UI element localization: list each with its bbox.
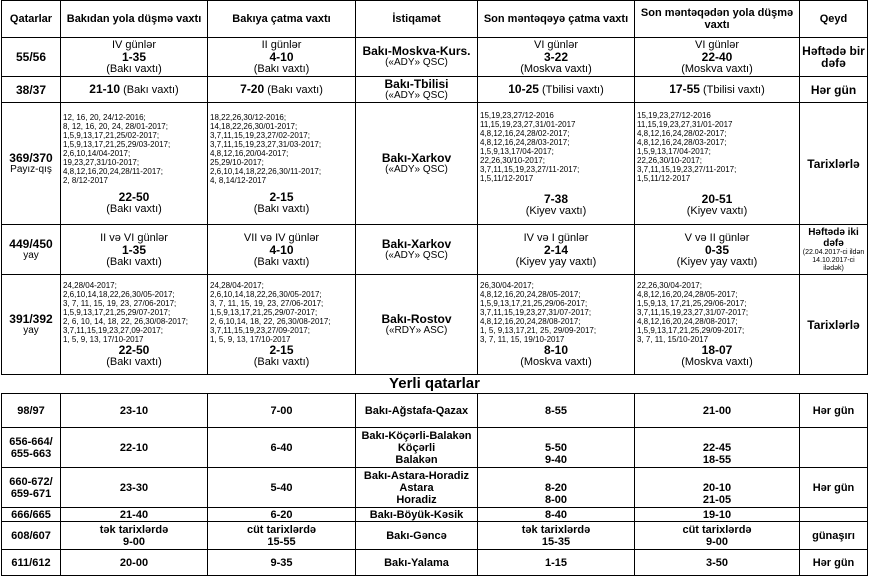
remark: Hər gün (800, 550, 868, 576)
end-departure-time: 21-00 (635, 394, 800, 428)
route-stop: Horadiz (396, 493, 437, 506)
header-final-departure: Son məntəqədən yola düşmə vaxtı (635, 1, 800, 38)
time-zone: (Kiyev vaxtı) (686, 204, 748, 217)
header-row (2, 1, 868, 38)
days-note: VI günlər (694, 39, 740, 51)
time-zone: (Bakı vaxtı) (106, 356, 162, 368)
date-list: 15,19,23,27/12-2016 11,15,19,23,27,31/01-2017 4,8,12,16,24,28/02-2017; 4,8,12,16,24,28/03-2017; 1,5,9,13,17/04-2017; 22,26,30/10-2017; 3,7,11,15,19,23,27/11-2017; 1,5,11/12-2017 (480, 110, 580, 183)
operator: («ADY» QSC) (385, 57, 448, 68)
train-number: 611/612 (2, 550, 61, 576)
route-cell (356, 275, 478, 375)
end-departure-time: 20-10 (702, 481, 732, 494)
header-direction: İstiqamət (356, 1, 478, 38)
end-departure-cell (635, 468, 800, 508)
remark: Tarixlərlə (800, 275, 868, 375)
remark-note: (22.04.2017-ci ildən 14.10.2017-ci ilədək) (802, 248, 865, 272)
departure-cell (61, 275, 208, 375)
end-arrival-cell (478, 468, 635, 508)
end-departure-cell (635, 225, 800, 275)
time-zone: (Tbilisi vaxtı) (542, 84, 604, 96)
time: 17-55 (669, 82, 700, 96)
arrival-time: 9-35 (208, 550, 356, 576)
remark: Hər gün (800, 468, 868, 508)
route-cell (356, 428, 478, 468)
time-zone: (Bakı vaxtı) (253, 63, 310, 75)
days-note: tək tarixlərdə (521, 523, 591, 536)
arrival-cell (208, 275, 356, 375)
end-arrival-cell (478, 38, 635, 77)
header-remark: Qeyd (800, 1, 868, 38)
remark (800, 428, 868, 468)
end-departure-cell (635, 103, 800, 225)
time: 0-35 (704, 242, 730, 257)
end-departure-time: 9-00 (705, 535, 729, 548)
route-name: Bakı-Gəncə (356, 522, 478, 550)
table-row (2, 522, 868, 550)
header-arrival-to-baku: Bakıya çatma vaxtı (208, 1, 356, 38)
departure-cell (61, 77, 208, 103)
end-arrival-time: 8-20 (544, 481, 568, 494)
remark: Hər gün (800, 77, 868, 103)
route-cell (356, 38, 478, 77)
departure-cell (61, 522, 208, 550)
train-schedule-table (1, 0, 868, 576)
time: 10-25 (508, 82, 539, 96)
departure-cell (61, 103, 208, 225)
date-list: 24,28/04-2017; 2,6,10,14,18,22,26,30/05-2017; 3, 7, 11, 15, 19, 23, 27/06-2017; 1,5,9,13,17,21,25,29/07-2017; 2, 6,10,14, 18, 22, 26,30/08-2017; 3,7,11,15,19,23,27/09-2017; 1, 5, 9, 13, 17/10-2017 (210, 281, 331, 344)
operator: («RDY» ASC) (385, 324, 448, 336)
days-note: VII və IV günlər (243, 231, 320, 244)
time-zone: (Bakı vaxtı) (253, 202, 310, 215)
route-name: Bakı-Tbilisi (384, 76, 449, 91)
days-note: IV günlər (111, 39, 157, 51)
route-name: Bakı-Astara-Horadiz (363, 469, 470, 482)
date-list: 15,19,23,27/12-2016 11,15,19,23,27,31/01-2017 4,8,12,16,24,28/02-2017; 4,8,12,16,24,28/03-2017; 1,5,9,13,17/04-2017; 22,26,30/10-2017; 3,7,11,15,19,23,27/11-2017; 1,5,11/12-2017 (637, 110, 737, 183)
end-departure-time (637, 470, 797, 482)
arrival-cell (208, 38, 356, 77)
route-cell (356, 225, 478, 275)
operator: («ADY» QSC) (385, 163, 448, 175)
arrival-time: 6-40 (208, 428, 356, 468)
time-zone: (Tbilisi vaxtı) (703, 84, 765, 96)
table-row (2, 550, 868, 576)
end-arrival-cell (478, 225, 635, 275)
arrival-cell (208, 77, 356, 103)
table-row (2, 508, 868, 522)
route-stop: Köçərli (397, 441, 436, 454)
time: 18-07 (701, 343, 733, 357)
date-list: 12, 16, 20, 24/12-2016; 8, 12, 16, 20, 24, 28/01-2017; 1,5,9,13,17,21,25/02-2017; 1,5,9,13,17,21,25,29/03-2017; 2,6,10,14/04-2017; 19,23,27,31/10-2017; 4,8,12,16,20,24,28/11-2017; 2, 8/12-2017 (63, 112, 171, 185)
time: 4-10 (269, 242, 294, 257)
days-note: VI günlər (533, 39, 579, 51)
departure-time: 21-40 (61, 508, 208, 522)
end-departure-time: 3-50 (635, 550, 800, 576)
header-final-arrival: Son məntəqəyə çatma vaxtı (478, 1, 635, 38)
time-zone: (Bakı vaxtı) (123, 84, 179, 96)
days-note: IV və I günlər (523, 231, 589, 244)
train-number: 55/56 (2, 38, 61, 77)
route-name: Bakı-Xarkov (381, 150, 452, 165)
end-arrival-cell (478, 103, 635, 225)
time: 21-10 (89, 82, 120, 96)
departure-time: 23-10 (61, 394, 208, 428)
table-row (2, 103, 868, 225)
arrival-cell (208, 225, 356, 275)
season: yay (23, 249, 39, 261)
time-zone: (Bakı vaxtı) (106, 63, 162, 75)
route-name: Bakı-Yalama (356, 550, 478, 576)
arrival-cell (208, 103, 356, 225)
end-arrival-time: 8-00 (544, 493, 568, 506)
train-number: 369/370 (9, 150, 53, 165)
days-note: II və VI günlər (100, 231, 168, 244)
remark: Tarixlərlə (800, 103, 868, 225)
arrival-time: 5-40 (208, 468, 356, 508)
table-row (2, 428, 868, 468)
departure-time: 22-10 (61, 428, 208, 468)
train-cell (2, 103, 61, 225)
train-number: 656-664/ 655-663 (2, 428, 61, 468)
train-number: 608/607 (2, 522, 61, 550)
time-zone: (Bakı vaxtı) (106, 202, 162, 215)
end-departure-cell (635, 275, 800, 375)
time-zone: (Kiyev vaxtı) (525, 204, 587, 217)
operator: («ADY» QSC) (385, 249, 448, 261)
time: 7-20 (240, 82, 265, 96)
header-trains: Qatarlar (2, 1, 61, 38)
season: yay (23, 324, 39, 336)
train-number: 98/97 (2, 394, 61, 428)
header-departure-from-baku: Bakıdan yola düşmə vaxtı (61, 1, 208, 38)
train-number: 449/450 (9, 236, 53, 251)
departure-time: 23-30 (61, 468, 208, 508)
time: 2-15 (269, 343, 294, 357)
train-number: 38/37 (2, 77, 61, 103)
remark (800, 508, 868, 522)
end-arrival-time: 5-50 (544, 441, 568, 454)
end-departure-cell (635, 38, 800, 77)
end-arrival-time (480, 470, 632, 482)
end-departure-time: 19-10 (635, 508, 800, 522)
time: 22-50 (118, 343, 150, 357)
time: 8-10 (543, 343, 569, 357)
end-arrival-cell (478, 275, 635, 375)
time-zone: (Kiyev yay vaxtı) (515, 255, 597, 268)
operator: («ADY» QSC) (385, 89, 448, 101)
date-list: 26,30/04-2017; 4,8,12,16,20,24,28/05-2017; 1,5,9,13,17,21,25,29/06-2017; 3,7,11,15,19,23,27,31/07-2017; 4,8,12,16,20,24,28/08-2017; 1, 5, 9,13,17,21, 25, 29/09-2017; 3, 7, 11, 15, 19/10-2017 (480, 281, 597, 344)
time: 22-50 (118, 189, 150, 204)
remark: Həftədə bir dəfə (800, 38, 868, 77)
time: 1-35 (121, 242, 147, 257)
arrival-time: 15-55 (267, 535, 296, 548)
end-arrival-time: 1-15 (478, 550, 635, 576)
days-note: II günlər (261, 39, 302, 51)
table-row (2, 275, 868, 375)
arrival-time: 7-00 (208, 394, 356, 428)
train-number: 391/392 (9, 311, 53, 326)
route-cell (356, 468, 478, 508)
time: 20-51 (701, 191, 733, 206)
train-cell (2, 275, 61, 375)
route-cell (356, 103, 478, 225)
time-zone: (Moskva vaxtı) (520, 63, 592, 75)
route-stop: Balakən (395, 453, 438, 466)
end-arrival-time: 9-40 (544, 453, 568, 466)
remark: Həftədə iki dəfə (808, 226, 859, 249)
end-arrival-time (480, 430, 632, 442)
end-arrival-cell (478, 522, 635, 550)
end-departure-cell (635, 428, 800, 468)
time: 7-38 (543, 191, 569, 206)
route-name: Bakı-Rostov (381, 311, 452, 326)
table-row (2, 38, 868, 77)
days-note: V və II günlər (684, 231, 750, 244)
end-departure-time: 21-05 (702, 493, 732, 506)
time-zone: (Bakı vaxtı) (253, 356, 310, 368)
time: 2-15 (269, 189, 294, 204)
date-list: 24,28/04-2017; 2,6,10,14,18,22,26,30/05-2017; 3, 7, 11, 15, 19, 23, 27/06-2017; 1,5,9,13,17,21,25,29/07-2017; 2, 6, 10, 14, 18, 22, 26,30/08-2017; 3,7,11,15,19,23,27,09-2017; 1, 5, 9, 13, 17/10-2017 (63, 281, 188, 344)
route-name: Bakı-Ağstafa-Qazax (356, 394, 478, 428)
remark-cell (800, 225, 868, 275)
days-note: cüt tarixlərdə (246, 523, 317, 536)
season: Payız-qış (10, 163, 52, 175)
end-departure-time: 18-55 (702, 453, 732, 466)
end-departure-time: 22-45 (702, 441, 732, 454)
remark: günaşırı (800, 522, 868, 550)
end-departure-cell (635, 522, 800, 550)
route-name: Bakı-Köçərli-Balakən (361, 429, 472, 442)
train-cell (2, 225, 61, 275)
table-row (2, 394, 868, 428)
train-number: 666/665 (2, 508, 61, 522)
time-zone: (Kiyev yay vaxtı) (676, 255, 758, 268)
end-arrival-cell (478, 77, 635, 103)
departure-cell (61, 225, 208, 275)
end-departure-time (637, 430, 797, 442)
time-zone: (Bakı vaxtı) (106, 255, 162, 268)
time: 2-14 (543, 242, 569, 257)
time-zone: (Bakı vaxtı) (253, 255, 310, 268)
time-zone: (Moskva vaxtı) (681, 63, 753, 75)
date-list: 22,26,30/04-2017; 4,8,12,16,20,24,28/05-2017; 1,5,9,13, 17,21,25,29/06-2017; 3,7,11,15,19,23,27,31/07-2017; 4,8,12,16,20,24,28/08-2017; 1,5,9,13,17,21,25,29/09-2017; 3, 7, 11, 15/10-2017 (637, 281, 749, 344)
arrival-cell (208, 522, 356, 550)
arrival-time: 6-20 (208, 508, 356, 522)
time-zone: (Moskva vaxtı) (520, 356, 592, 368)
departure-time: 20-00 (61, 550, 208, 576)
departure-cell (61, 38, 208, 77)
table-row (2, 225, 868, 275)
time: 3-22 (543, 50, 569, 64)
days-note: cüt tarixlərdə (682, 523, 752, 536)
time-zone: (Moskva vaxtı) (681, 356, 753, 368)
time: 4-10 (269, 50, 294, 64)
remark: Hər gün (800, 394, 868, 428)
date-list: 18,22,26,30/12-2016; 14,18,22,26,30/01-2017; 3,7,11,15,19,23,27/02-2017; 3,7,11,15,19,23,27,31/03-2017; 4,8,12,16,20/04-2017; 25,29/10-2017; 2,6,10,14,18,22,26,30/11-2017; 4, 8,14/12-2017 (210, 112, 322, 185)
end-arrival-time: 8-40 (478, 508, 635, 522)
table-row (2, 77, 868, 103)
route-cell (356, 77, 478, 103)
section-title: Yerli qatarlar (2, 375, 868, 394)
time: 22-40 (701, 50, 733, 64)
section-row (2, 375, 868, 394)
route-name: Bakı-Böyük-Kəsik (356, 508, 478, 522)
train-number: 660-672/ 659-671 (2, 468, 61, 508)
table-row (2, 468, 868, 508)
route-name: Bakı-Moskva-Kurs. (362, 44, 471, 58)
end-arrival-cell (478, 428, 635, 468)
time-zone: (Bakı vaxtı) (267, 84, 323, 96)
days-note: tək tarixlərdə (99, 523, 169, 536)
end-arrival-time: 8-55 (478, 394, 635, 428)
route-stop: Astara (399, 481, 434, 494)
departure-time: 9-00 (122, 535, 146, 548)
time: 1-35 (121, 50, 147, 64)
end-departure-cell (635, 77, 800, 103)
end-arrival-time: 15-35 (541, 535, 571, 548)
route-name: Bakı-Xarkov (381, 236, 452, 251)
